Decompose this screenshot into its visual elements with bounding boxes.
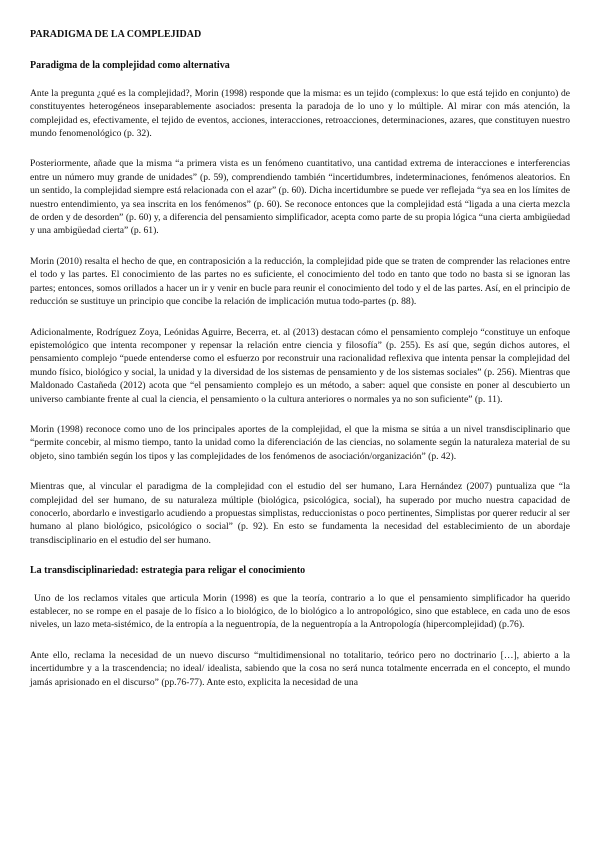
paragraph: Morin (2010) resalta el hecho de que, en contraposición a la reducción, la complejidad pide que se traten de comprender las relaciones entre el todo y las partes. El conocimiento de las partes no es suficiente, el conocimiento del todo en tanto que todo no basta si se ignoran las partes; entonces, somos orillados a hacer un ir y venir en bucle para reunir el conocimiento del todo y el de las partes. Así, en el principio de reducción se sustituye un principio que concibe la relación de implicación mutua todo-partes (p. 88). [30, 255, 570, 308]
paragraph: Ante ello, reclama la necesidad de un nuevo discurso “multidimensional no totalitario, teórico pero no doctrinario […], abierto a la incertidumbre y a la trascendencia; no ideal/ idealista, sabiendo que la cosa no será nunca totalmente encerrada en el concepto, el mundo jamás aprisionado en el discurso” (pp.76-77). Ante esto, explicita la necesidad de una [30, 649, 570, 688]
section-heading: La transdisciplinariedad: estrategia para religar el conocimiento [30, 565, 306, 577]
paragraph: Ante la pregunta ¿qué es la complejidad?, Morin (1998) responde que la misma: es un tejido (complexus: lo que está tejido en conjunto) de constituyentes heterogéneos inseparablemente asociados: presenta la paradoja de lo uno y lo múltiple. Al mirar con más atención, la complejidad es, efectivamente, el tejido de eventos, acciones, interacciones, retroacciones, determinaciones, azares, que constituyen nuestro mundo fenomenológico (p. 32). [30, 87, 570, 140]
document-title: PARADIGMA DE LA COMPLEJIDAD [30, 29, 202, 40]
section-heading: Paradigma de la complejidad como alternativa [30, 60, 230, 72]
paragraph: Mientras que, al vincular el paradigma de la complejidad con el estudio del ser humano, Lara Hernández (2007) puntualiza que “la complejidad del ser humano, de su naturaleza múltiple (biológica, psicológica, social), ha superado por mucho nuestra capacidad de conocerlo, abordarlo e investigarlo acudiendo a propuestas simplistas, reduccionistas o poco pertinentes, Simplistas por querer reducir al ser humano al plano biológico, psicológico o social” (p. 92). En esto se fundamenta la necesidad del establecimiento de un abordaje transdisciplinario en el estudio del ser humano. [30, 481, 570, 546]
paragraph: Uno de los reclamos vitales que articula Morin (1998) es que la teoría, contrario a lo que el pensamiento simplificador ha querido establecer, no se rompe en el pasaje de lo físico a lo biológico, de lo biológico a lo antropológico, sino que establece, en cada uno de esos niveles, un lazo meta-sistémico, de la entropía a la neguentropía, de la neguentropía a la Antropología (hipercomplejidad) (p.76). [30, 592, 570, 631]
paragraph: Adicionalmente, Rodríguez Zoya, Leónidas Aguirre, Becerra, et. al (2013) destacan cómo el pensamiento complejo “constituye un enfoque epistemológico que intenta recomponer y repensar la relación entre ciencia y filosofía” (p. 255). Es así que, según dichos autores, el pensamiento complejo “puede entenderse como el esfuerzo por reconstruir una racionalidad reflexiva que intenta pensar la complejidad del mundo físico, biológico y social, la unidad y la diversidad de los sistemas de pensamiento y de los sistemas sociales” (p. 256). Mientras que Maldonado Castañeda (2012) acota que “el pensamiento complejo es un método, a saber: aquel que consiste en poner al descubierto un universo cambiante frente al cual la ciencia, el pensamiento o la cultura anteriores o normales ya no son suficiente” (p. 11). [30, 326, 570, 405]
paragraph: Posteriormente, añade que la misma “a primera vista es un fenómeno cuantitativo, una cantidad extrema de interacciones e interferencias entre un número muy grande de unidades” (p. 59), comprendiendo también “incertidumbres, indeterminaciones, fenómenos aleatorios. En un sentido, la complejidad siempre está relacionada con el azar” (p. 60). Dicha incertidumbre se puede ver reflejada “ya sea en los límites de nuestro entendimiento, ya sea inscrita en los fenómenos” (p. 60). Se reconoce entonces que la complejidad está “ligada a una cierta mezcla de orden y de desorden” (p. 60) y, a diferencia del pensamiento simplificador, acepta como parte de su propia lógica “una cierta ambigüedad y una ambigüedad cierta” (p. 61). [30, 158, 570, 237]
paragraph: Morin (1998) reconoce como uno de los principales aportes de la complejidad, el que la misma se sitúa a un nivel transdisciplinario que “permite concebir, al mismo tiempo, tanto la unidad como la diferenciación de las ciencias, no solamente según la naturaleza material de su objeto, sino también según los tipos y las complejidades de los fenómenos de asociación/organización” (p. 42). [30, 423, 570, 462]
